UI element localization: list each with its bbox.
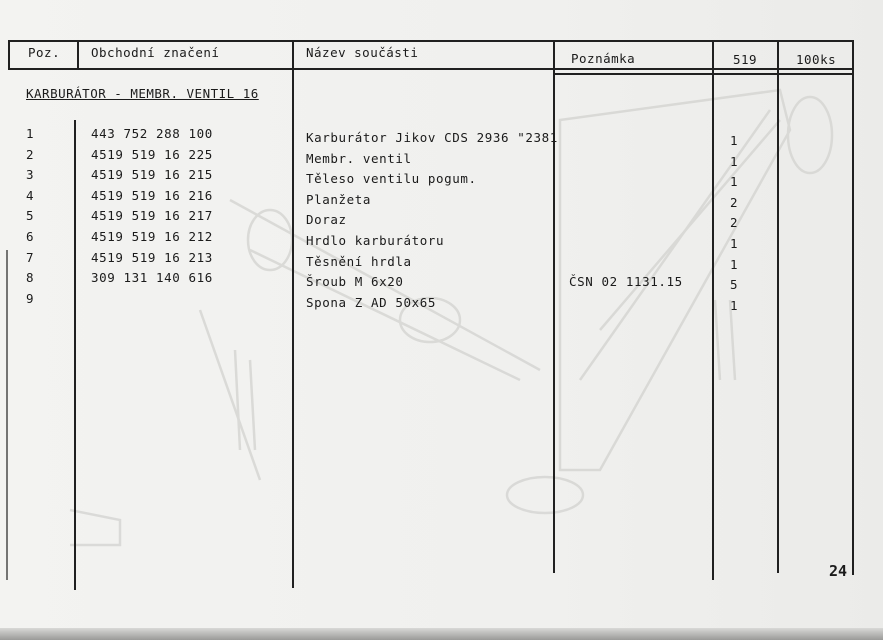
row-qty: 1 [730, 256, 739, 272]
row-name: Těleso ventilu pogum. [306, 171, 477, 187]
header-100ks: 100ks [796, 52, 837, 67]
row-pos: 4 [26, 187, 35, 203]
col-divider-pos-body [74, 120, 76, 590]
row-qty: 1 [730, 133, 739, 148]
row-name: Hrdlo karburátoru [306, 232, 445, 248]
row-pos: 6 [26, 228, 35, 244]
row-qty: 1 [730, 235, 739, 251]
row-code: 4519 519 16 213 [91, 249, 213, 265]
row-name: Doraz [306, 212, 347, 228]
row-qty: 1 [730, 174, 739, 190]
left-edge-mark [6, 250, 8, 580]
row-code: 4519 519 16 225 [91, 146, 213, 162]
row-note: ČSN 02 1131.15 [569, 274, 683, 289]
name-column [306, 128, 558, 313]
col-divider-519 [777, 40, 779, 573]
row-code: 443 752 288 100 [91, 126, 213, 141]
row-code: 309 131 140 616 [91, 270, 213, 286]
row-code: 4519 519 16 216 [91, 187, 213, 203]
row-qty: 5 [730, 277, 739, 293]
row-name: Planžeta [306, 191, 372, 207]
col-divider-right-edge [852, 40, 854, 575]
page-bottom-edge [0, 628, 883, 640]
row-qty: 1 [730, 297, 739, 313]
row-pos: 5 [26, 208, 35, 224]
row-name: Spona Z AD 50x65 [306, 294, 437, 310]
code-column [91, 124, 213, 309]
row-code: 4519 519 16 217 [91, 208, 213, 224]
section-title: KARBURÁTOR - MEMBR. VENTIL 16 [26, 86, 259, 101]
row-name: Těsnění hrdla [306, 253, 412, 269]
header-pos: Poz. [28, 45, 61, 60]
row-name: Membr. ventil [306, 150, 412, 166]
row-pos: 1 [26, 126, 35, 141]
page-number: 24 [829, 562, 848, 580]
note-column [569, 272, 683, 293]
quantity-column [730, 131, 738, 316]
header-bottom-rule [8, 68, 854, 70]
header-bottom-rule-right [553, 73, 854, 75]
table-top-rule [8, 40, 854, 42]
row-code [91, 289, 213, 310]
header-note: Poznámka [571, 51, 636, 66]
row-code: 4519 519 16 212 [91, 228, 213, 244]
header-519: 519 [733, 52, 758, 67]
row-qty: 1 [730, 153, 739, 169]
col-divider-note [712, 40, 714, 580]
row-qty: 2 [730, 215, 739, 231]
col-divider-pos [77, 40, 79, 68]
row-pos: 9 [26, 290, 35, 306]
row-pos: 7 [26, 249, 35, 265]
col-divider-code [292, 40, 294, 588]
row-code: 4519 519 16 215 [91, 167, 213, 183]
header-code: Obchodní značení [91, 45, 220, 60]
row-name: Karburátor Jikov CDS 2936 "2381 [306, 130, 558, 145]
row-pos: 8 [26, 270, 35, 286]
row-qty: 2 [730, 194, 739, 210]
col-divider-left-edge [8, 40, 10, 68]
row-pos: 3 [26, 167, 35, 183]
row-name: Šroub M 6x20 [306, 274, 404, 290]
position-column [26, 124, 34, 309]
row-pos: 2 [26, 146, 35, 162]
header-name: Název součásti [306, 45, 419, 60]
